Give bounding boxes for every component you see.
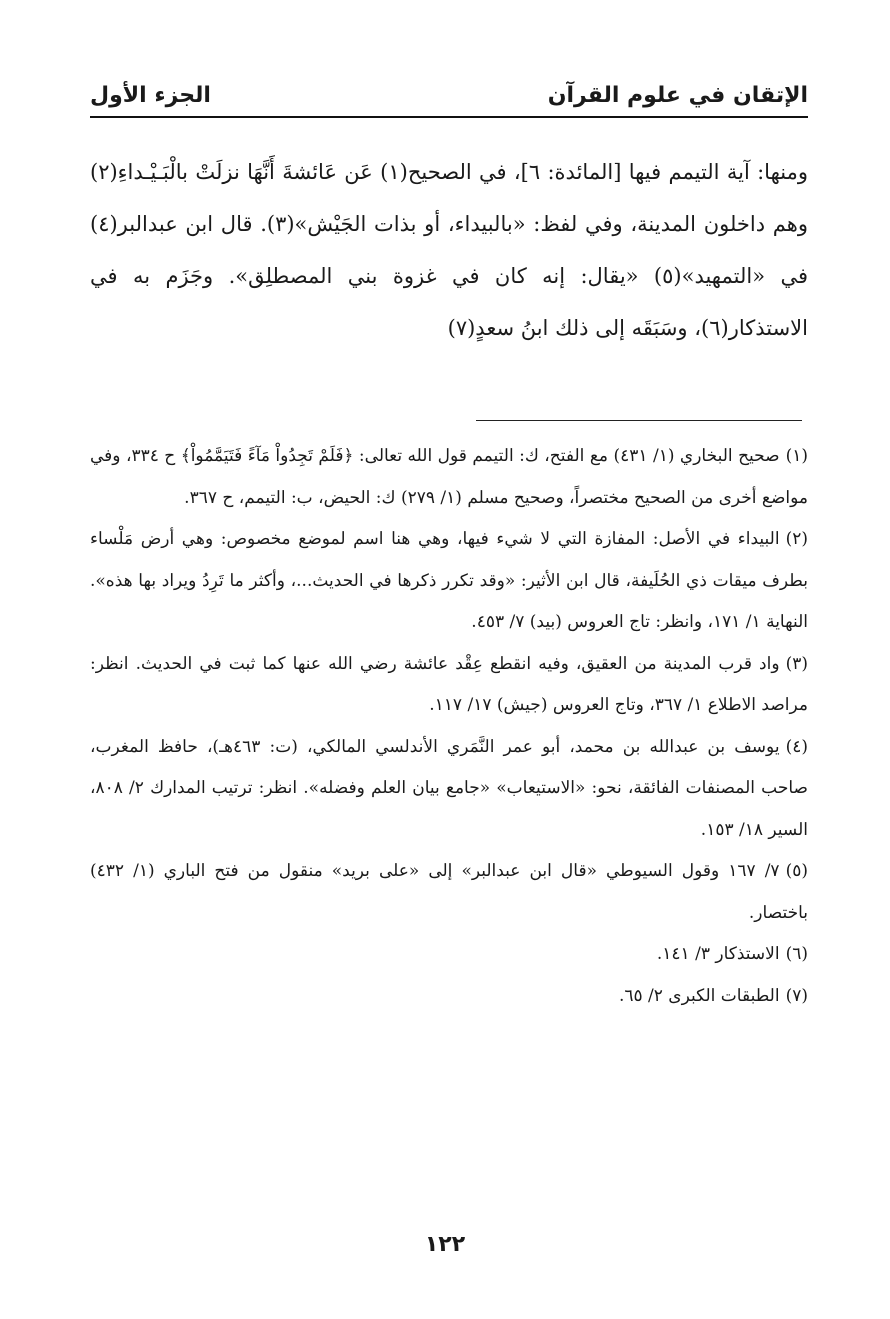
footnote-text: صحيح البخاري (١/ ٤٣١) مع الفتح، ك: التيمم قول الله تعالى: ﴿فَلَمْ تَجِدُواْ مَآءً فَتَيَمَّمُواْ﴾ ح ٣٣٤، وفي مواضع أخرى من الصحيح مختصراً، وصحيح مسلم (١/ ٢٧٩) ك: الحيض، ب: التيمم، ح ٣٦٧. [90, 446, 808, 508]
main-text: ومنها: آية التيمم فيها [المائدة: ٦]، في الصحيح(١) عَن عَائشةَ أَنَّهَا نزلَتْ بالْبَـيْـداءِ(٢) وهم داخلون المدينة، وفي لفظ: «بالبيداء، أو بذات الجَيْش»(٣). قال ابن عبدالبر(٤) في «التمهيد»(٥) «يقال: إنه كان في غزوة بني المصطلِق». وجَزَم به في الاستذكار(٦)، وسَبَقَه إلى ذلك ابنُ سعدٍ(٧) [90, 160, 808, 340]
footnote-text: يوسف بن عبدالله بن محمد، أبو عمر النَّمَري الأندلسي المالكي، (ت: ٤٦٣هـ)، حافظ المغرب، صاحب المصنفات الفائقة، نحو: «الاستيعاب» «جامع بيان العلم وفضله». انظر: ترتيب المدارك ٢/ ٨٠٨، السير ١٨/ ١٥٣. [90, 736, 808, 840]
footnote [90, 519, 808, 644]
footnote-number: (٢) [785, 529, 808, 549]
footnote-number: (٥) [785, 861, 808, 881]
footnote [90, 851, 808, 934]
footnote [90, 644, 808, 727]
footnote-number: (٣) [785, 653, 808, 674]
footnote [90, 976, 808, 1018]
footnotes [90, 436, 808, 1017]
footnote-text: البيداء في الأصل: المفازة التي لا شيء فيها، وهي هنا اسم لموضع مخصوص: وهي أرض مَلْساء بطرف ميقات ذي الحُلَيفة، قال ابن الأثير: «وقد تكرر ذكرها في الحديث...، وأكثر ما تَرِدُ ويراد بها هذه». النهاية ١/ ١٧١، وانظر: تاج العروس (بيد) ٧/ ٤٥٣. [90, 529, 808, 632]
footnote-text: ٧/ ١٦٧ وقول السيوطي «قال ابن عبدالبر» إلى «على بريد» منقول من فتح الباري (١/ ٤٣٢) باختصار. [90, 861, 808, 923]
footnote-number: (٤) [785, 736, 808, 757]
footnote-text: الاستذكار ٣/ ١٤١. [656, 944, 780, 964]
book-title: الإتقان في علوم القرآن [547, 83, 808, 108]
footnote [90, 934, 808, 976]
footnote-separator [476, 420, 802, 421]
running-header [90, 72, 808, 118]
footnote [90, 727, 808, 852]
footnote [90, 436, 808, 519]
volume-label: الجزء الأول [90, 83, 211, 108]
page-number: ١٢٢ [424, 1232, 466, 1257]
footnote-number: (٧) [785, 985, 808, 1006]
footnote-text: الطبقات الكبرى ٢/ ٦٥. [618, 985, 780, 1006]
footnote-number: (٦) [785, 944, 808, 964]
footnote-number: (١) [785, 446, 808, 466]
footnote-text: واد قرب المدينة من العقيق، وفيه انقطع عِقْد عائشة رضي الله عنها كما ثبت في الحديث. انظر: مراصد الاطلاع ١/ ٣٦٧، وتاج العروس (جيش) ١٧/ ١١٧. [90, 653, 808, 715]
